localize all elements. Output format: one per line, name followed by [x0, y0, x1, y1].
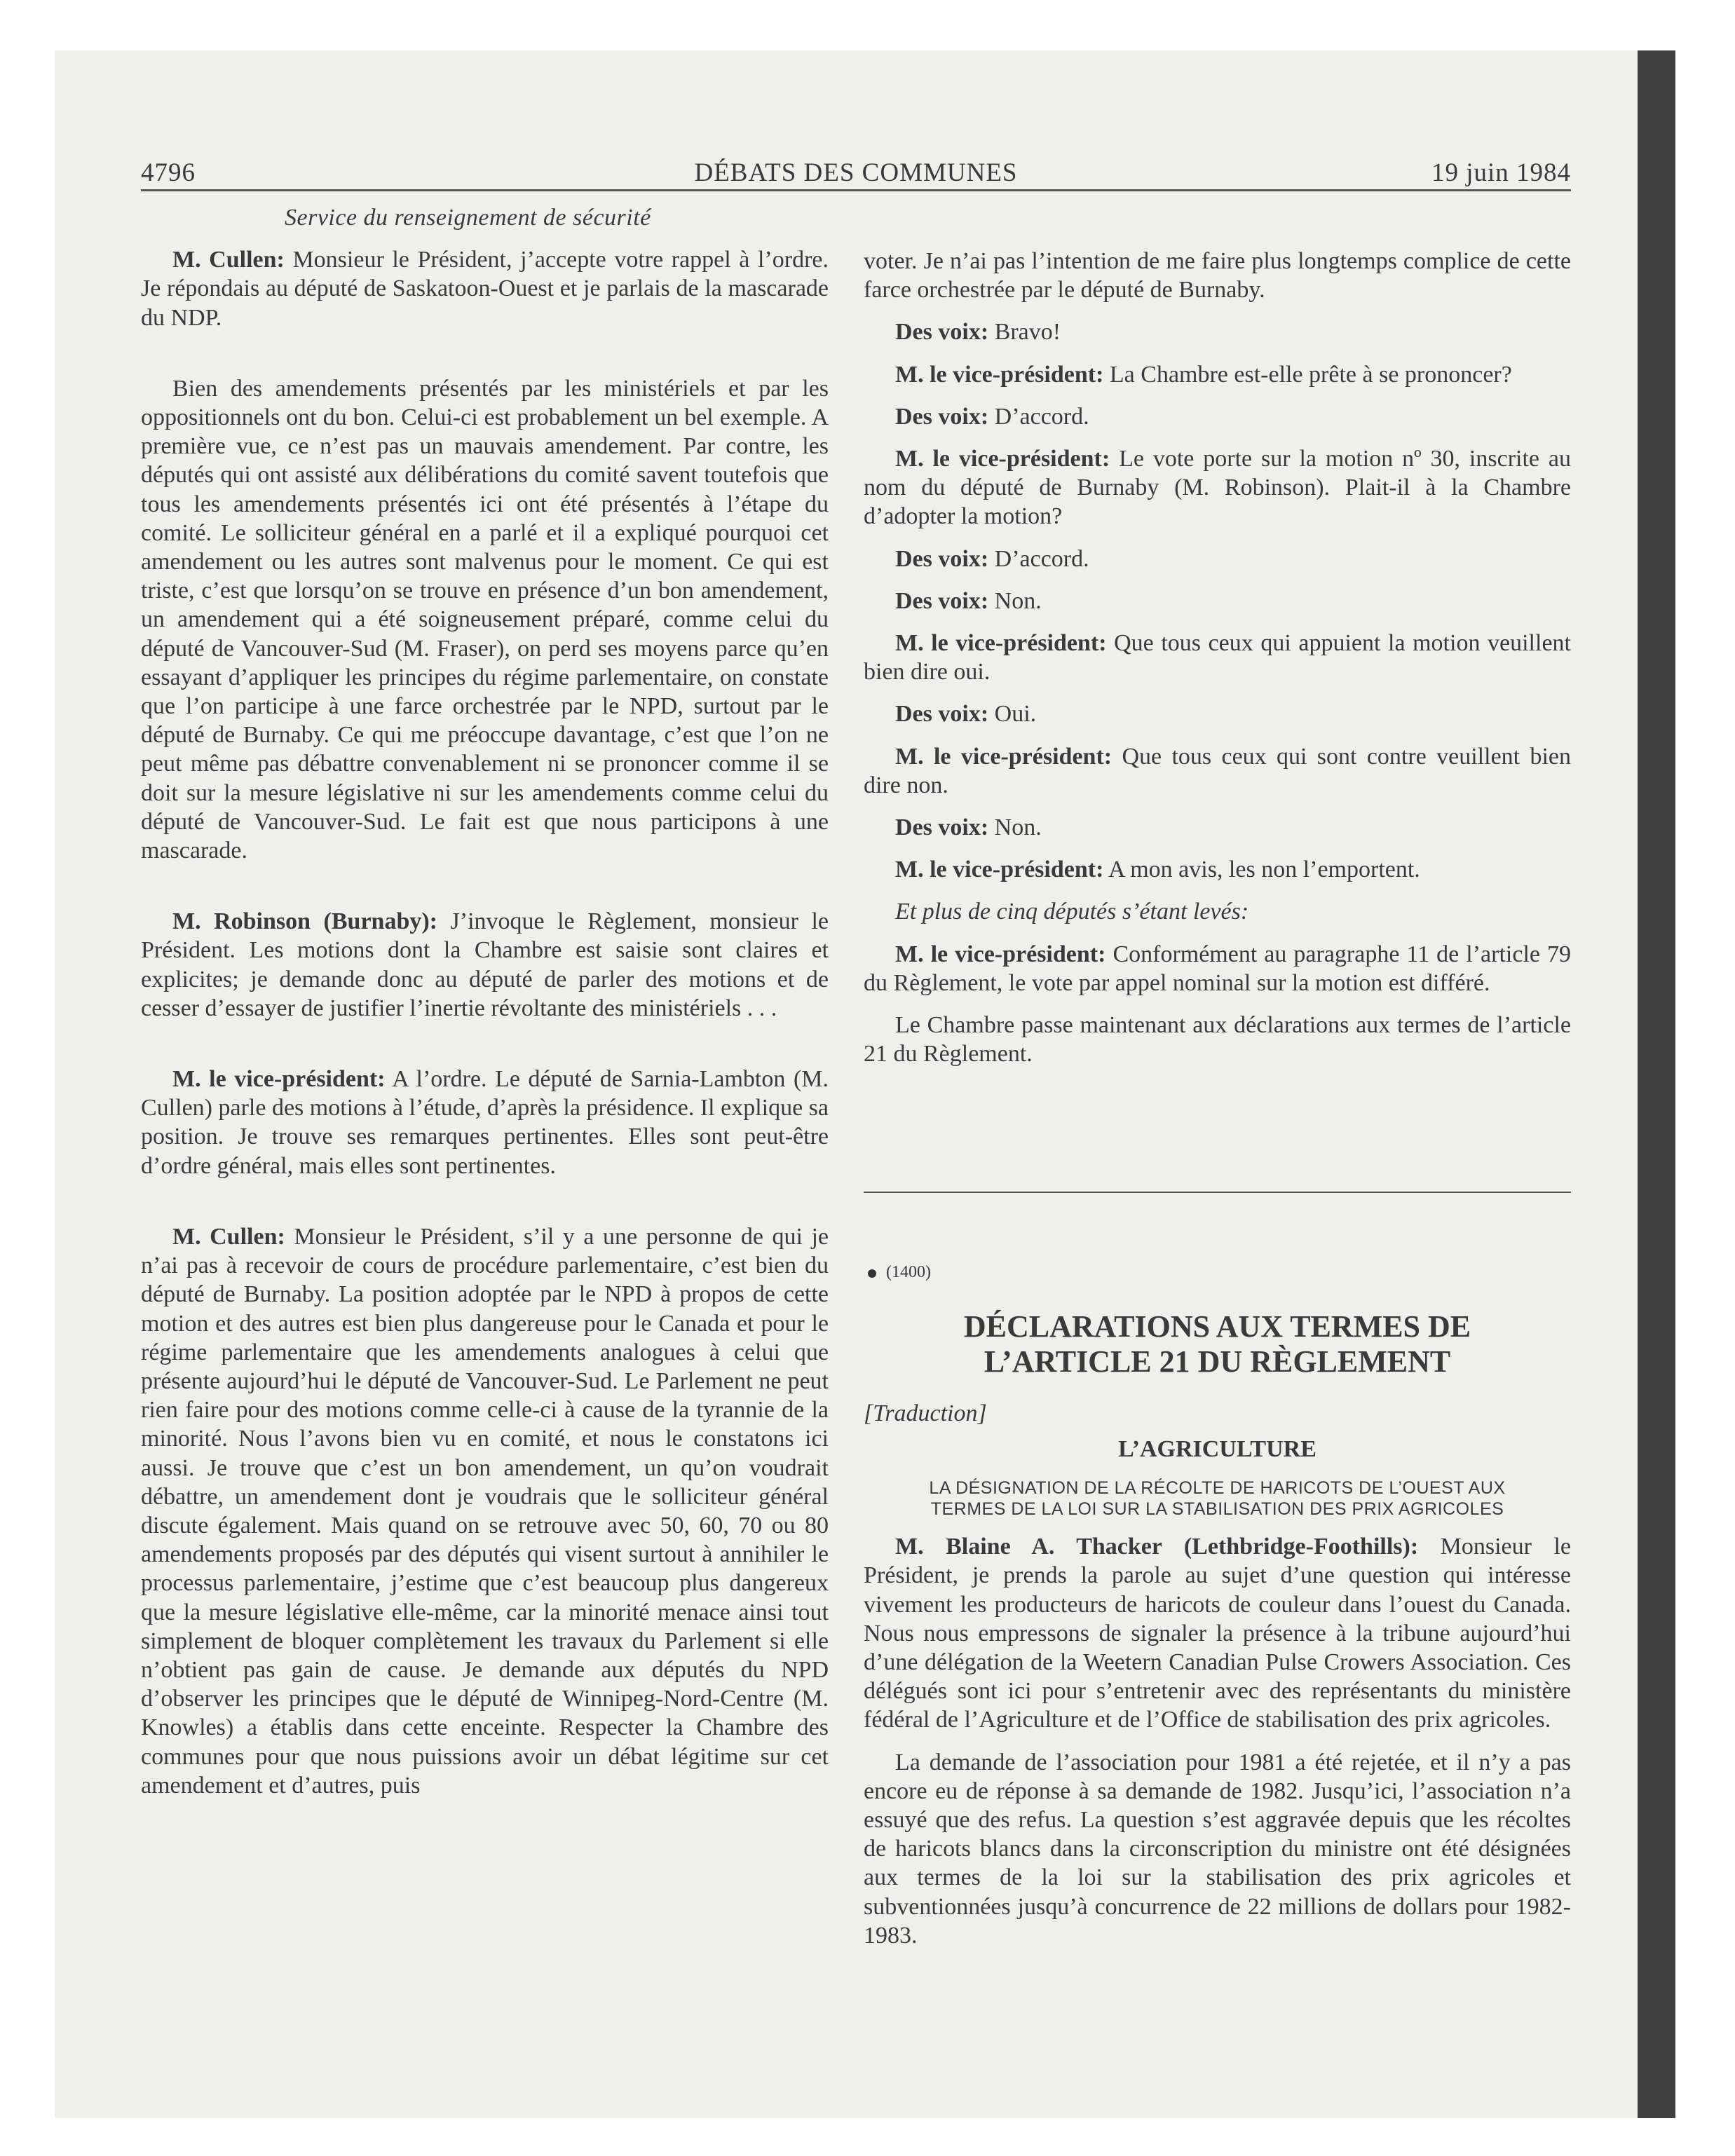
paragraph-text: Le vote porte sur la motion nº 30, inscrite au nom du député de Burnaby (M. Robinson). Plait-il à la Chambre d’adopter la motion? — [864, 446, 1571, 530]
paragraph-text: Monsieur le Président, j’accepte votre rappel à l’ordre. Je répondais au député de Saskatoon-Ouest et je parlais de la mascarade du NDP. — [141, 247, 829, 331]
paragraph — [141, 245, 829, 332]
paragraph-text: Que tous ceux qui sont contre veuillent bien dire non. — [864, 743, 1571, 798]
paragraph — [864, 700, 1571, 728]
speaker-name: M. le vice-président: — [895, 361, 1104, 388]
paragraph-text: D’accord. — [988, 545, 1089, 572]
paragraph — [864, 1532, 1571, 1734]
paragraph-text: Et plus de cinq députés s’étant levés: — [895, 899, 1249, 925]
scan-edge-band — [1638, 50, 1675, 2118]
paragraph — [864, 855, 1571, 884]
section-heading-line: L’ARTICLE 21 DU RÈGLEMENT — [984, 1344, 1451, 1379]
speaker-name: Des voix: — [895, 319, 989, 346]
paragraph — [141, 1222, 829, 1800]
speaker-name: Des voix: — [895, 403, 989, 430]
paragraph-text: Le Chambre passe maintenant aux déclarations aux termes de l’article 21 du Règlement. — [864, 1012, 1571, 1067]
speaker-name: M. Cullen: — [172, 1223, 285, 1250]
page-number: 4796 — [141, 158, 196, 187]
time-stamp — [864, 1262, 931, 1283]
paragraph-text: Monsieur le Président, je prends la parole au sujet d’une question qui intéresse vivement les producteurs de haricots de couleur dans l’ouest du Canada. Nous nous empressons de signaler la présence à la tribune aujourd’hui d’une délégation de la Weetern Canadian Pulse Crowers Association. Ces délégués sont ici pour s’entretenir avec des représentants du ministère fédéral de l’Agriculture et de l’Office de stabilisation des prix agricoles. — [864, 1534, 1571, 1733]
paragraph-text: Oui. — [988, 701, 1037, 728]
speaker-name: M. Robinson (Burnaby): — [172, 908, 438, 935]
paragraph — [864, 402, 1571, 431]
paragraph — [141, 1065, 829, 1180]
paragraph — [864, 444, 1571, 531]
speaker-name: Des voix: — [895, 587, 989, 614]
paragraph-text: J’invoque le Règlement, monsieur le Président. Les motions dont la Chambre est saisie sont claires et explicites; je demande donc au député de parler des motions et de cesser d’essayer de justifier l’inertie révoltante des ministériels . . . — [141, 908, 829, 1021]
statements-section — [864, 1309, 1571, 1963]
paragraph — [864, 587, 1571, 615]
speaker-name: M. le vice-président: — [895, 941, 1106, 967]
left-column — [141, 203, 829, 1813]
paragraph-text: Bien des amendements présentés par les ministériels et par les oppositionnels ont du bon. Celui-ci est probablement un bel exemple. A première vue, ce n’est pas un mauvais amendement. Par contre, les députés qui ont assisté aux délibérations du comité savent toutefois que tous les amendements présentés ici ont été présentés à l’étape du comité. Le solliciteur général en a parlé et il a expliqué pourquoi cet amendement ou les autres sont malvenus pour le moment. Ce qui est triste, c’est que lorsqu’on se trouve en présence d’un bon amendement, un amendement qui a été soigneusement préparé, comme celui du député de Vancouver-Sud (M. Fraser), on perd ses moyens parce qu’en essayant d’appliquer les principes du régime parlementaire, on constate que l’on participe à une farce orchestrée par le NPD, surtout par le député de Burnaby. Ce qui me préoccupe davantage, c’est que l’on ne peut même pas débattre convenablement ni se prononcer comme il se doit sur la mesure législative ni sur les amendements comme celui du député de Vancouver-Sud. Le fait est que nous participons à une mascarade. — [141, 375, 829, 864]
right-column — [864, 247, 1571, 1082]
speaker-name: M. Blaine A. Thacker (Lethbridge-Foothills): — [895, 1534, 1419, 1560]
translation-note: [Traduction] — [864, 1400, 987, 1426]
bullet-dot-icon — [868, 1269, 876, 1278]
speaker-name: M. le vice-président: — [172, 1066, 386, 1093]
paragraph-text: La Chambre est-elle prête à se prononcer? — [1103, 361, 1512, 388]
paragraph — [864, 318, 1571, 346]
paragraph-text: Bravo! — [988, 319, 1061, 346]
issue-date: 19 juin 1984 — [1431, 158, 1571, 187]
speaker-name: Des voix: — [895, 701, 989, 728]
time-stamp-text: (1400) — [886, 1263, 931, 1281]
paragraph — [864, 247, 1571, 304]
publication-title: DÉBATS DES COMMUNES — [694, 158, 1018, 187]
paragraph-text: A l’ordre. Le député de Sarnia-Lambton (M. Cullen) parle des motions à l’étude, d’après la présidence. Il explique sa position. Je trouve ses remarques pertinentes. Elles sont peut-être d’ordre général, mais elles sont pertinentes. — [141, 1066, 829, 1179]
paragraph — [864, 1011, 1571, 1068]
paragraph — [141, 907, 829, 1023]
header-rule — [141, 189, 1571, 191]
speaker-name: M. le vice-président: — [895, 446, 1110, 472]
paragraph-text: Monsieur le Président, s’il y a une personne de qui je n’ai pas à recevoir de cours de procédure parlementaire, c’est bien du député de Burnaby. La position adoptée par le NPD à propos de cette motion et des autres est bien plus dangereuse pour le Canada et pour le régime parlementaire que les amendements analogues à celui que présente aujourd’hui le député de Vancouver-Sud. Le Parlement ne peut rien faire pour des motions comme celle-ci à cause de la tyrannie de la minorité. Nous l’avons bien vu en comité, et nous le constatons ici aussi. Je trouve que c’est un bon amendement, un qu’on voudrait débattre, un amendement dont je voudrais que le solliciteur général discute également. Mais quand on se retrouve avec 50, 60, 70 ou 80 amendements proposés par des députés qui visent surtout à annihiler le processus parlementaire, j’estime que c’est beaucoup plus dangereux que la mesure législative elle-même, car la minorité menace ainsi tout simplement de bloquer complètement les travaux du Parlement si elle n’obtient pas gain de cause. Je demande aux députés du NPD d’observer les principes que le député de Winnipeg-Nord-Centre (M. Knowles) a établis dans cette enceinte. Respecter la Chambre des communes pour que nous puissions avoir un débat légitime sur cet amendement et d’autres, puis — [141, 1223, 829, 1799]
paragraph — [864, 813, 1571, 842]
paragraph-text: Non. — [988, 814, 1042, 841]
paragraph-text: Conformément au paragraphe 11 de l’article 79 du Règlement, le vote par appel nominal sur la motion est différé. — [864, 941, 1571, 996]
section-heading — [864, 1309, 1571, 1379]
paragraph — [864, 742, 1571, 800]
paragraph — [864, 629, 1571, 686]
speaker-name: M. Cullen: — [172, 247, 285, 273]
subject-heading: L’AGRICULTURE — [1118, 1436, 1316, 1463]
speaker-name: M. le vice-président: — [895, 857, 1104, 883]
speaker-name: M. le vice-président: — [895, 630, 1107, 657]
paragraph-text: voter. Je n’ai pas l’intention de me faire plus longtemps complice de cette farce orchestrée par le député de Burnaby. — [864, 248, 1571, 303]
paragraph — [864, 940, 1571, 997]
speaker-name: Des voix: — [895, 814, 989, 841]
paragraph-text: Que tous ceux qui appuient la motion veuillent bien dire oui. — [864, 630, 1571, 685]
paragraph-text: D’accord. — [988, 403, 1089, 430]
subject-subtitle: LA DÉSIGNATION DE LA RÉCOLTE DE HARICOTS DE L’OUEST AUX TERMES DE LA LOI SUR LA STABILISATION DES PRIX AGRICOLES — [929, 1478, 1506, 1520]
paragraph — [141, 374, 829, 865]
page-header — [141, 156, 1571, 191]
stage-direction — [864, 897, 1571, 926]
paragraph — [864, 360, 1571, 389]
section-title: Service du renseignement de sécurité — [285, 205, 651, 231]
paragraph-text: A mon avis, les non l’emportent. — [1103, 857, 1420, 883]
section-divider-rule — [864, 1192, 1571, 1193]
section-heading-line: DÉCLARATIONS AUX TERMES DE — [963, 1309, 1471, 1344]
paragraph — [864, 545, 1571, 573]
paragraph — [864, 1748, 1571, 1950]
speaker-name: M. le vice-président: — [895, 743, 1113, 770]
paragraph-text: Non. — [988, 587, 1042, 614]
paragraph-text: La demande de l’association pour 1981 a été rejetée, et il n’y a pas encore eu de réponse à sa demande de 1982. Jusqu’ici, l’association n’a essuyé que des refus. La question s’est aggravée depuis que les récoltes de haricots blancs dans la circonscription du ministre ont été désignées aux termes de la loi sur la stabilisation des prix agricoles et subventionnées jusqu’à concurrence de 22 millions de dollars pour 1982-1983. — [864, 1749, 1571, 1949]
speaker-name: Des voix: — [895, 545, 989, 572]
